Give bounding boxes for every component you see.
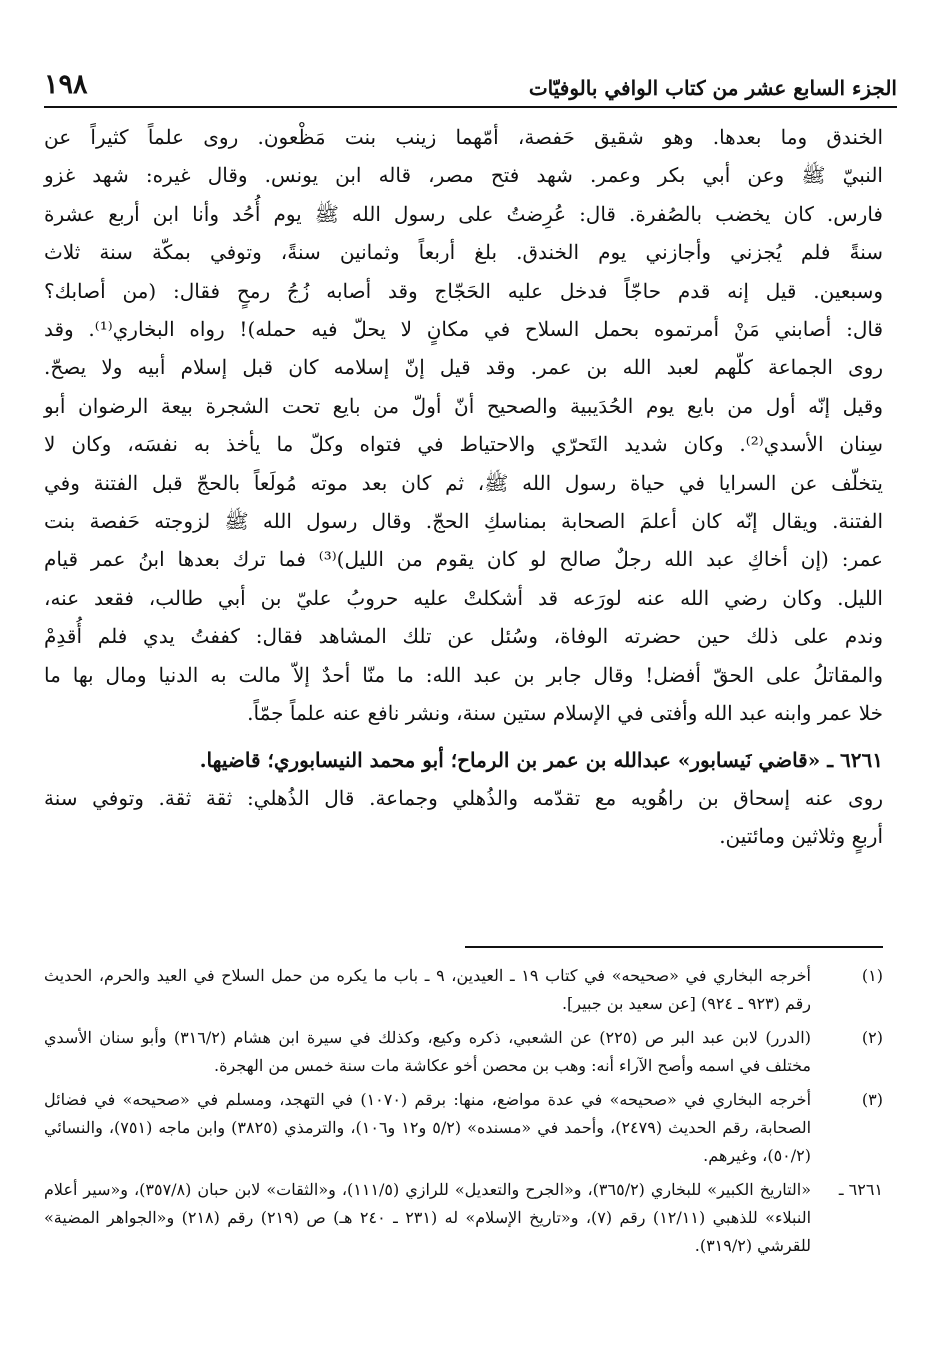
page-header — [44, 54, 897, 108]
footnote — [44, 1176, 883, 1260]
text-line: يتخلّف عن السرايا في حياة رسول الله ﷺ، ثم كان بعد موته مُولَعاً بالحجّ قبل الفتنة وفي — [44, 470, 883, 495]
footnote — [44, 1024, 883, 1080]
text-line: وسبعين. قيل إنه قدم حاجّاً فدخل عليه الحَجّاج وقد أصابه زُجُ رمحٍ فقال: (من أصابك؟ — [44, 278, 883, 303]
footnote-divider — [465, 946, 883, 948]
footnote-number: (٢) — [861, 1028, 883, 1047]
text-line: والمقاتلُ على الحقّ أفضل! وقال جابر بن عبد الله: ما منّا أحدٌ إلاّ مالت به الدنيا ومال بها ما — [44, 662, 883, 687]
footnote — [44, 1086, 883, 1170]
text-line: الخندق وما بعدها. وهو شقيق حَفصة، أمّهما زينب بنت مَظْعون. روى علماً كثيراً عن — [44, 125, 883, 149]
text-line: الليل. وكان رضي الله عنه لورَعه قد أشكلتْ عليه حروبُ عليّ بن أبي طالب، فقعد عنه، — [44, 585, 883, 610]
text-line: فارس. كان يخضب بالصُفرة. قال: عُرِضتُ على رسول الله ﷺ يوم أُحُد وأنا ابن أربع عشرة — [44, 201, 883, 226]
text-line: روى عنه إسحاق بن راهُويه مع تقدّمه والذُهلي وجماعة. قال الذُهلي: ثقة ثقة. وتوفي سنة — [44, 785, 883, 810]
text-line: النبيّ ﷺ وعن أبي بكر وعمر. شهد فتح مصر، قاله ابن يونس. وقال غيره: شهد غزو — [44, 163, 883, 188]
text-line: سنةً فلم يُجزني وأجازني يوم الخندق. بلغ أربعاً وثمانين سنةً، وتوفي بمكّة سنة ثلاث — [44, 240, 883, 265]
page-number: ١٩٨ — [44, 69, 88, 100]
text-line: وندم على ذلك حين حضرته الوفاة، وسُئل عن تلك المشاهد فقال: كففتُ يدي فلم أُقدِمْ — [44, 624, 883, 649]
text-line: قال: أصابني مَنْ أمرتموه بحمل السلاح في مكانٍ لا يحلّ فيه حمله)! رواه البخاري⁽¹⁾. وقد — [44, 317, 884, 342]
entry-heading: ٦٢٦١ ـ «قاضي نَيسابور» عبدالله بن عمر بن الرماح؛ أبو محمد النيسابوري؛ قاضيها. — [199, 747, 883, 772]
text-line: عمر: (إن أخاكِ عبد الله رجلٌ صالح لو كان يقوم من الليل)⁽³⁾ فما ترك بعدها ابنُ عمر قيام — [44, 547, 883, 572]
text-line: الفتنة. ويقال إنّه كان أعلمَ الصحابة بمناسكِ الحجّ. وقال رسول الله ﷺ لزوجته حَفصة بنت — [44, 509, 883, 534]
footnote-text: «التاريخ الكبير» للبخاري (٣٦٥/٢)، و«الجرح والتعديل» للرازي (١١١/٥)، و«الثقات» لابن حبان (٣٥٧/٨)، و«سير أعلام النبلاء» للذهبي (١٢/١١) رقم (٧)، و«تاريخ الإسلام» له (٢٣١ ـ ٢٤٠ هـ) ص (٢١٩) رقم (٢١٨) و«الجواهر المضية» للقرشي (٣١٩/٢). — [44, 1180, 812, 1255]
running-title: الجزء السابع عشر من كتاب الوافي بالوفيّات — [528, 76, 897, 100]
footnote-number: (٣) — [861, 1090, 883, 1109]
main-text — [44, 118, 883, 855]
footnote-text: (الدرر) لابن عبد البر ص (٢٢٥) عن الشعبي، ذكره وكيع، وكذلك في سيرة ابن هشام (٣١٦/٢) وأبو سنان الأسدي مختلف في اسمه وأصح الآراء أنه: وهب بن محصن أخو عكاشة مات سنة خمس من الهجرة. — [44, 1028, 811, 1075]
text-line: وقيل إنّه أول من بايع يوم الحُدَيبية والصحيح أنّ أولّ من بايع تحت الشجرة بيعة الرضوان أبو — [44, 393, 883, 418]
text-line: روى الجماعة كلّهم لعبد الله بن عمر. وقد قيل إنّ إسلامه كان قبل إسلام أبيه ولا يصحّ. — [44, 355, 883, 380]
footnote-number: ٦٢٦١ ـ — [838, 1180, 883, 1199]
footnote — [44, 962, 883, 1018]
footnote-number: (١) — [861, 966, 883, 985]
text-line: أربعٍ وثلاثين ومائتين. — [719, 823, 883, 848]
text-line: خلا عمر وابنه عبد الله وأفتى في الإسلام ستين سنة، ونشر نافع عنه علماً جمّاً. — [247, 701, 883, 726]
footnote-text: أخرجه البخاري في «صحيحه» في كتاب ١٩ ـ العيدين، ٩ ـ باب ما يكره من حمل السلاح في العيد والحرم، الحديث رقم (٩٢٣ ـ ٩٢٤) [عن سعيد بن جبير]. — [44, 966, 812, 1013]
footnotes — [44, 962, 883, 1266]
footnote-text: أخرجه البخاري في «صحيحه» في عدة مواضع، منها: برقم (١٠٧٠) في التهجد، ومسلم في «صحيحه» في فضائل الصحابة، رقم الحديث (٢٤٧٩)، وأحمد في «مسنده» (٥/٢ و١٢ و١٠٦)، والترمذي (٣٨٢٥) وابن ماجه (٧٥١)، والنسائي (٥٠/٢)، وغيرهم. — [44, 1090, 812, 1165]
text-line: سِنان الأسدي⁽²⁾. وكان شديد التَحرّي والاحتياط في فتواه وكلّ ما يأخذ به نفسَه، وكان لا — [44, 432, 884, 457]
